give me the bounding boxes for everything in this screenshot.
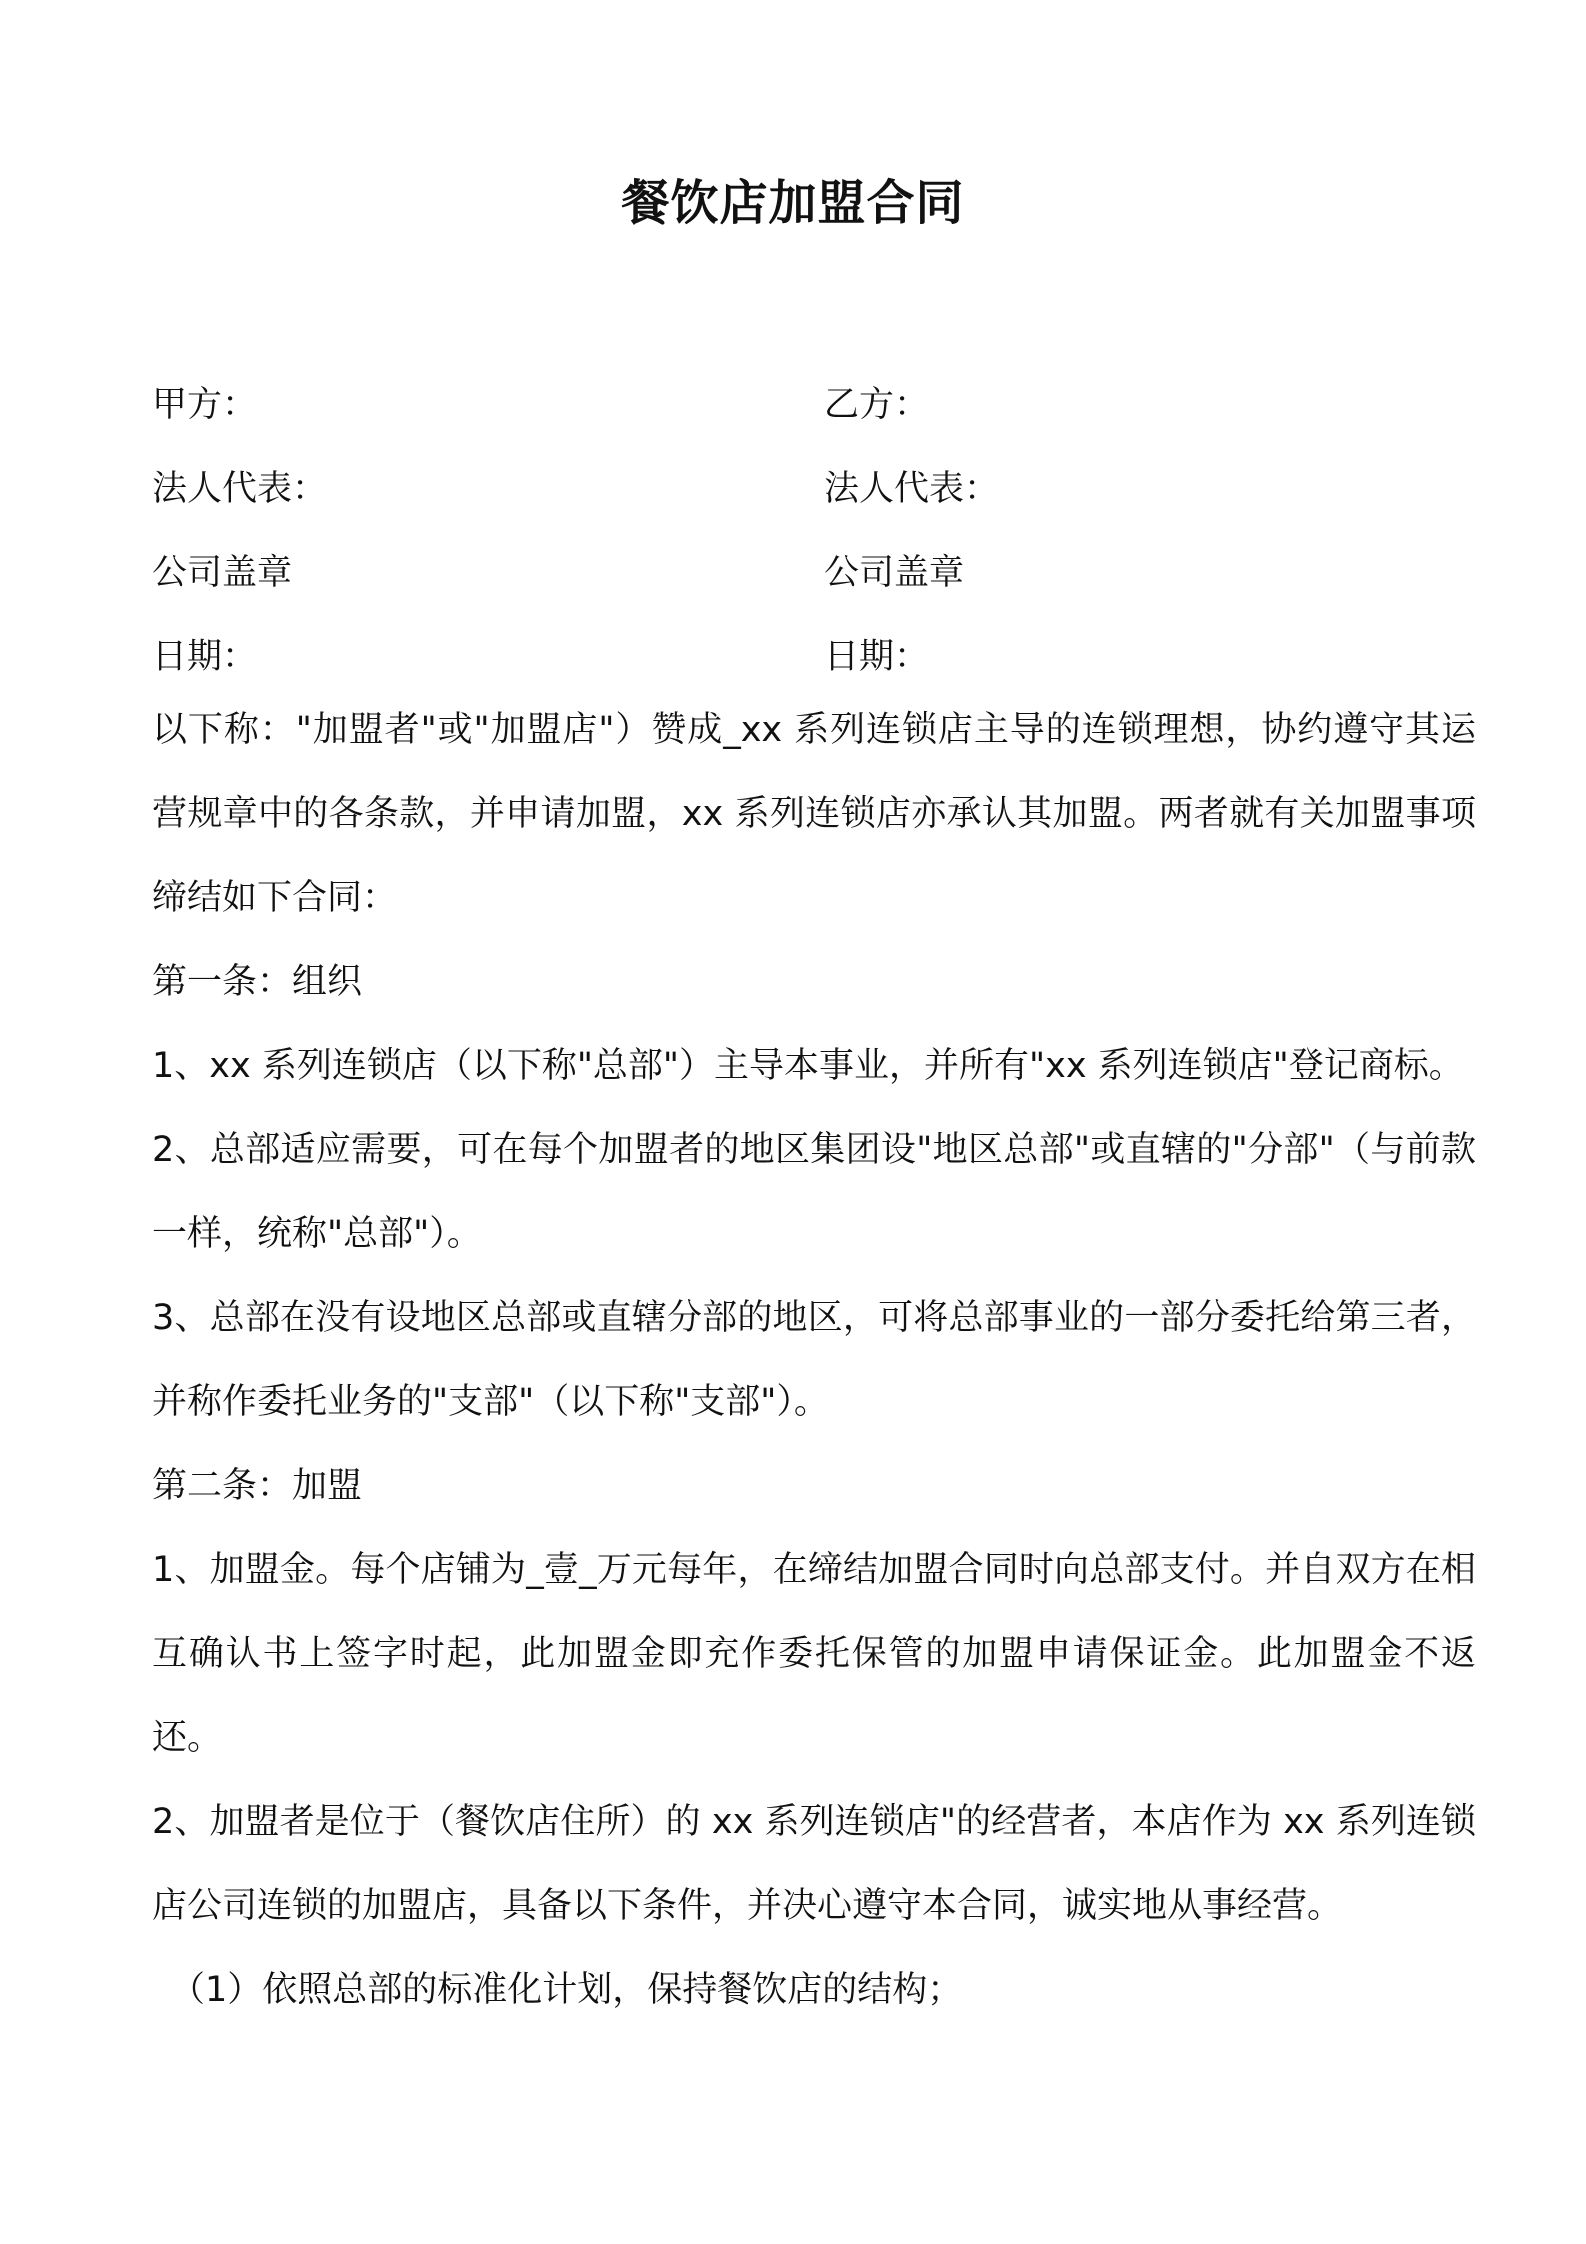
article-2-clause-1: 1、加盟金。每个店铺为_壹_万元每年，在缔结加盟合同时向总部支付。并自双方在相互确认书上签字时起，此加盟金即充作委托保管的加盟申请保证金。此加盟金不返还。 [152, 1550, 1476, 1758]
document-title: 餐饮店加盟合同 [621, 175, 965, 231]
article-2-heading: 第二条：加盟 [152, 1466, 363, 1506]
party-a-label: 甲方： [152, 385, 258, 425]
party-b-label: 乙方： [824, 385, 930, 425]
article-1-clause-3: 3、总部在没有设地区总部或直辖分部的地区，可将总部事业的一部分委托给第三者，并称作委托业务的"支部"（以下称"支部"）。 [152, 1298, 1476, 1422]
party-a-date: 日期： [152, 637, 258, 677]
article-1-heading: 第一条：组织 [152, 962, 363, 1002]
party-b-date: 日期： [824, 637, 930, 677]
article-1-clause-1: 1、xx 系列连锁店（以下称"总部"）主导本事业，并所有"xx 系列连锁店"登记商标。 [152, 1046, 1464, 1086]
parties-block [152, 360, 1472, 696]
party-row-legal-rep [152, 444, 1472, 528]
article-1-clause-2: 2、总部适应需要，可在每个加盟者的地区集团设"地区总部"或直辖的"分部"（与前款一样，统称"总部"）。 [152, 1130, 1476, 1254]
article-2-clause-2: 2、加盟者是位于（餐饮店住所）的 xx 系列连锁店"的经营者，本店作为 xx 系列连锁店公司连锁的加盟店，具备以下条件，并决心遵守本合同，诚实地从事经营。 [152, 1802, 1476, 1926]
party-b-legal-rep: 法人代表： [824, 469, 1000, 509]
party-row-party [152, 360, 1472, 444]
party-row-date [152, 612, 1472, 696]
contract-body [152, 688, 1476, 2032]
party-b-seal: 公司盖章 [824, 553, 965, 593]
article-2-subclause-1: （1）依照总部的标准化计划，保持餐饮店的结构； [170, 1970, 963, 2010]
preamble-paragraph: 以下称："加盟者"或"加盟店"）赞成_xx 系列连锁店主导的连锁理想，协约遵守其运营规章中的各条款，并申请加盟，xx 系列连锁店亦承认其加盟。两者就有关加盟事项缔结如下合同： [152, 710, 1476, 918]
party-row-seal [152, 528, 1472, 612]
party-a-seal: 公司盖章 [152, 553, 293, 593]
party-a-legal-rep: 法人代表： [152, 469, 328, 509]
